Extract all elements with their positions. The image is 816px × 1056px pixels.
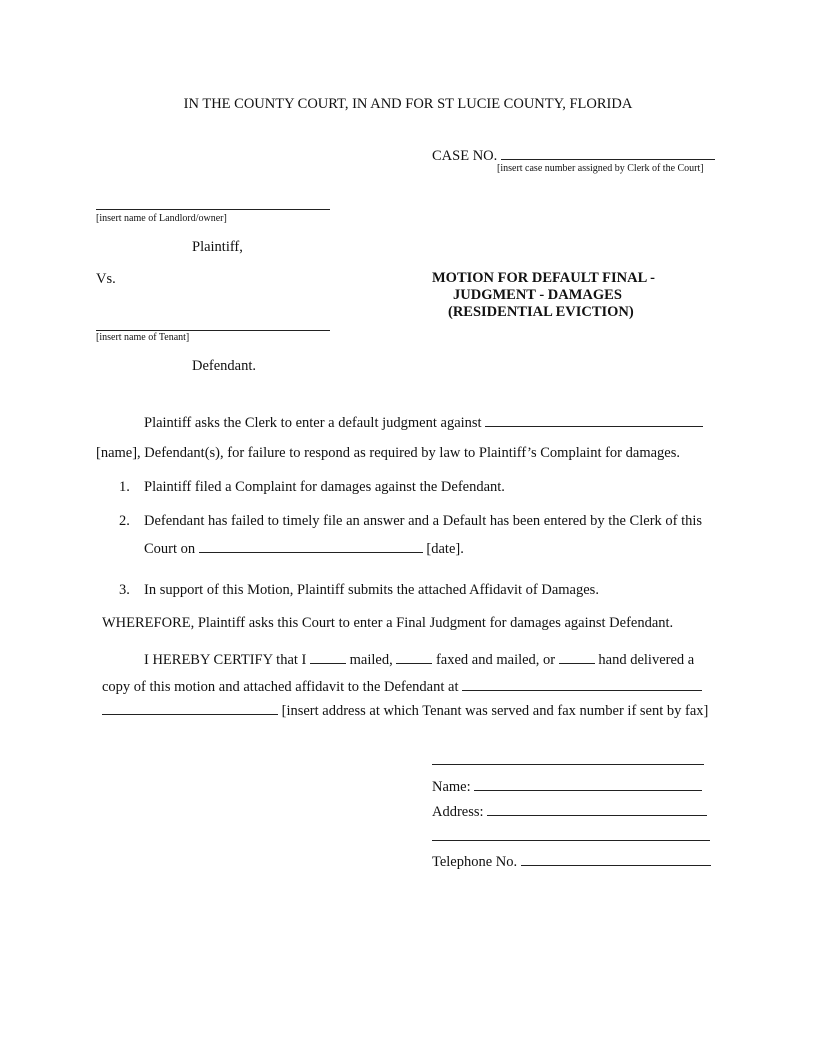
faxed-mailed-label: faxed and mailed, or [435, 652, 556, 668]
case-number-note: [insert case number assigned by Clerk of the Court] [497, 163, 704, 174]
certify-line1 [144, 649, 694, 669]
name-blank[interactable] [474, 776, 702, 791]
case-number-field [432, 145, 715, 165]
telephone-blank[interactable] [521, 851, 711, 866]
defendant-name-blank[interactable] [96, 330, 330, 331]
item-2-number: 2. [119, 513, 130, 529]
court-on-label: Court on [144, 541, 196, 557]
address-note: [insert address at which Tenant was served and fax number if sent by fax] [281, 703, 709, 719]
defendant-name-blank-inline[interactable] [485, 412, 703, 427]
certify-copy-text: copy of this motion and attached affidavit to the Defendant at [102, 679, 459, 695]
mailed-blank[interactable] [310, 649, 346, 664]
defendant-label: Defendant. [192, 358, 257, 374]
item-3-number: 3. [119, 582, 130, 598]
hand-delivered-label: hand delivered a [598, 652, 695, 668]
court-heading: IN THE COUNTY COURT, IN AND FOR ST LUCIE COUNTY, FLORIDA [183, 96, 633, 112]
motion-title-line2: JUDGMENT - DAMAGES [453, 287, 622, 303]
motion-title-line1: MOTION FOR DEFAULT FINAL - [432, 270, 655, 286]
case-number-label: CASE NO. [432, 148, 498, 164]
item-1-number: 1. [119, 479, 130, 495]
intro-text: Plaintiff asks the Clerk to enter a default judgment against [144, 415, 482, 431]
item-3-text: In support of this Motion, Plaintiff submits the attached Affidavit of Damages. [144, 582, 599, 598]
telephone-label: Telephone No. [432, 854, 518, 870]
name-field [432, 776, 702, 796]
plaintiff-note: [insert name of Landlord/owner] [96, 213, 227, 224]
name-label: Name: [432, 779, 471, 795]
item-2-text: Defendant has failed to timely file an answer and a Default has been entered by the Clerk of this [144, 513, 703, 529]
faxed-mailed-blank[interactable] [396, 649, 432, 664]
telephone-field [432, 851, 711, 871]
wherefore-clause: WHEREFORE, Plaintiff asks this Court to enter a Final Judgment for damages against Defendant. [102, 615, 674, 631]
plaintiff-label: Plaintiff, [192, 239, 243, 255]
mailed-label: mailed, [349, 652, 393, 668]
signature-line[interactable] [432, 764, 704, 765]
certify-line3 [102, 700, 708, 720]
intro-line2: [name], Defendant(s), for failure to respond as required by law to Plaintiff’s Complaint for damages. [96, 445, 680, 461]
item-1-text: Plaintiff filed a Complaint for damages against the Defendant. [144, 479, 505, 495]
case-number-blank[interactable] [501, 145, 715, 160]
hand-delivered-blank[interactable] [559, 649, 595, 664]
address-line-2[interactable] [432, 840, 710, 841]
address-label: Address: [432, 804, 484, 820]
address-served-blank[interactable] [462, 676, 702, 691]
item-2-continuation [144, 538, 464, 558]
address-served-blank-2[interactable] [102, 700, 278, 715]
plaintiff-name-blank[interactable] [96, 209, 330, 210]
motion-title-line3: (RESIDENTIAL EVICTION) [448, 304, 634, 320]
certify-line2 [102, 676, 702, 696]
address-field [432, 801, 707, 821]
defendant-note: [insert name of Tenant] [96, 332, 190, 343]
intro-line1 [144, 412, 703, 432]
versus-label: Vs. [96, 271, 116, 287]
default-date-blank[interactable] [199, 538, 423, 553]
address-blank[interactable] [487, 801, 707, 816]
certify-text: I HEREBY CERTIFY that I [144, 652, 307, 668]
date-label: [date]. [426, 541, 464, 557]
